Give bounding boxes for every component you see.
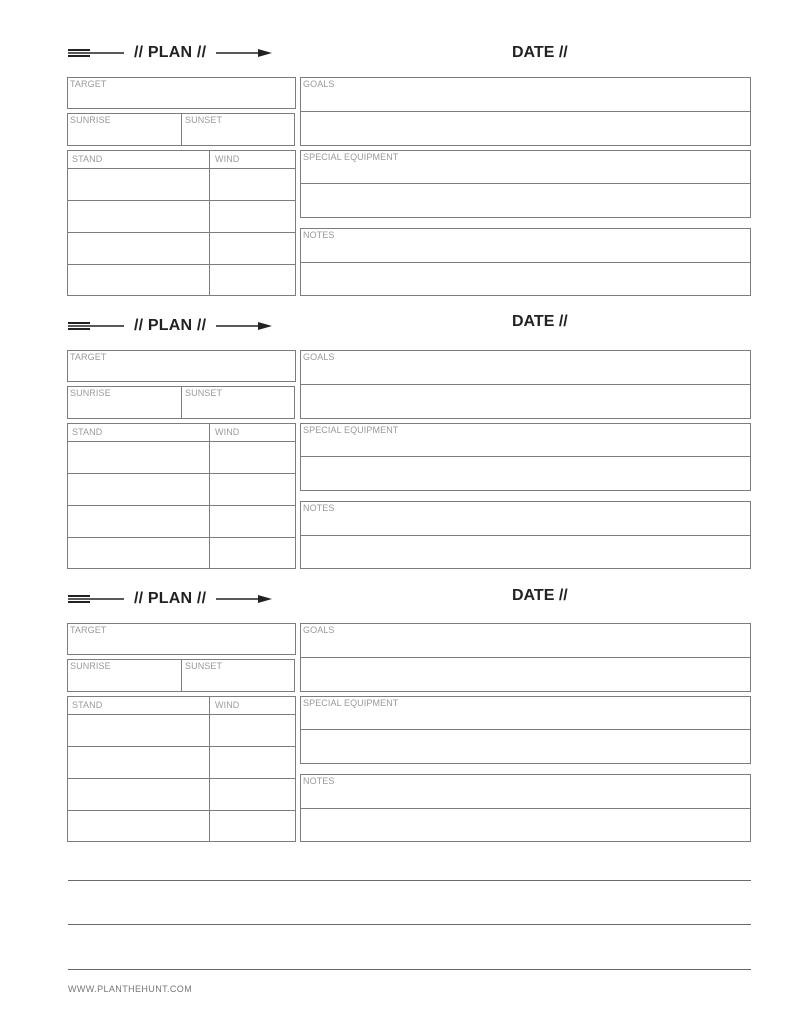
wind-label: WIND xyxy=(215,427,240,437)
sunset-label: SUNSET xyxy=(185,115,223,125)
target-field[interactable] xyxy=(67,623,296,655)
table-row-line xyxy=(68,746,295,747)
target-label: TARGET xyxy=(70,79,107,89)
goals-label: GOALS xyxy=(303,352,335,362)
special-equipment-field[interactable] xyxy=(300,696,751,764)
stand-label: STAND xyxy=(72,427,103,437)
arrow-fletching-icon xyxy=(68,47,124,59)
goals-label: GOALS xyxy=(303,625,335,635)
plan-header xyxy=(68,586,272,612)
table-row-line xyxy=(68,200,295,201)
sunset-label: SUNSET xyxy=(185,661,223,671)
plan-section-3 xyxy=(0,586,794,836)
special-equipment-label: SPECIAL EQUIPMENT xyxy=(303,152,399,162)
notes-field[interactable] xyxy=(300,501,751,569)
notes-field[interactable] xyxy=(300,228,751,296)
plan-title: // PLAN // xyxy=(134,317,207,334)
stand-wind-divider xyxy=(209,697,210,841)
date-label: DATE // xyxy=(512,44,568,61)
target-field[interactable] xyxy=(67,350,296,382)
notes-row-line xyxy=(301,808,750,809)
notes-label: NOTES xyxy=(303,230,335,240)
special-equipment-label: SPECIAL EQUIPMENT xyxy=(303,425,399,435)
special-equipment-field[interactable] xyxy=(300,423,751,491)
writing-line[interactable] xyxy=(68,924,751,925)
stand-wind-table[interactable] xyxy=(67,150,296,296)
stand-wind-table[interactable] xyxy=(67,696,296,842)
sunrise-sunset-divider xyxy=(181,387,182,418)
stand-wind-table[interactable] xyxy=(67,423,296,569)
table-row-line xyxy=(68,778,295,779)
target-label: TARGET xyxy=(70,352,107,362)
table-row-line xyxy=(68,168,295,169)
goals-row-line xyxy=(301,384,750,385)
arrow-head-icon xyxy=(216,593,272,605)
target-label: TARGET xyxy=(70,625,107,635)
plan-header xyxy=(68,313,272,339)
arrow-fletching-icon xyxy=(68,320,124,332)
sunrise-label: SUNRISE xyxy=(70,115,111,125)
table-row-line xyxy=(68,810,295,811)
sunrise-label: SUNRISE xyxy=(70,388,111,398)
arrow-fletching-icon xyxy=(68,593,124,605)
target-field[interactable] xyxy=(67,77,296,109)
table-row-line xyxy=(68,505,295,506)
plan-header xyxy=(68,40,272,66)
stand-wind-divider xyxy=(209,424,210,568)
table-row-line xyxy=(68,264,295,265)
plan-section-1 xyxy=(0,40,794,290)
table-row-line xyxy=(68,232,295,233)
wind-label: WIND xyxy=(215,700,240,710)
writing-line[interactable] xyxy=(68,969,751,970)
equipment-row-line xyxy=(301,729,750,730)
plan-title: // PLAN // xyxy=(134,44,207,61)
wind-label: WIND xyxy=(215,154,240,164)
arrow-head-icon xyxy=(216,320,272,332)
goals-field[interactable] xyxy=(300,350,751,419)
equipment-row-line xyxy=(301,456,750,457)
plan-section-2 xyxy=(0,313,794,563)
sunset-label: SUNSET xyxy=(185,388,223,398)
special-equipment-field[interactable] xyxy=(300,150,751,218)
sunrise-sunset-field xyxy=(67,386,295,419)
equipment-row-line xyxy=(301,183,750,184)
stand-label: STAND xyxy=(72,700,103,710)
table-row-line xyxy=(68,537,295,538)
sunrise-sunset-field xyxy=(67,113,295,146)
goals-row-line xyxy=(301,657,750,658)
notes-label: NOTES xyxy=(303,503,335,513)
notes-field[interactable] xyxy=(300,774,751,842)
goals-label: GOALS xyxy=(303,79,335,89)
sunrise-sunset-divider xyxy=(181,114,182,145)
date-label: DATE // xyxy=(512,313,568,330)
table-row-line xyxy=(68,473,295,474)
special-equipment-label: SPECIAL EQUIPMENT xyxy=(303,698,399,708)
notes-label: NOTES xyxy=(303,776,335,786)
notes-row-line xyxy=(301,535,750,536)
notes-row-line xyxy=(301,262,750,263)
goals-field[interactable] xyxy=(300,623,751,692)
writing-line[interactable] xyxy=(68,880,751,881)
plan-title: // PLAN // xyxy=(134,590,207,607)
sunrise-label: SUNRISE xyxy=(70,661,111,671)
sunrise-sunset-divider xyxy=(181,660,182,691)
table-row-line xyxy=(68,441,295,442)
date-label: DATE // xyxy=(512,587,568,604)
arrow-head-icon xyxy=(216,47,272,59)
stand-wind-divider xyxy=(209,151,210,295)
goals-row-line xyxy=(301,111,750,112)
sunrise-sunset-field xyxy=(67,659,295,692)
footer-website: WWW.PLANTHEHUNT.COM xyxy=(68,984,193,994)
goals-field[interactable] xyxy=(300,77,751,146)
stand-label: STAND xyxy=(72,154,103,164)
table-row-line xyxy=(68,714,295,715)
